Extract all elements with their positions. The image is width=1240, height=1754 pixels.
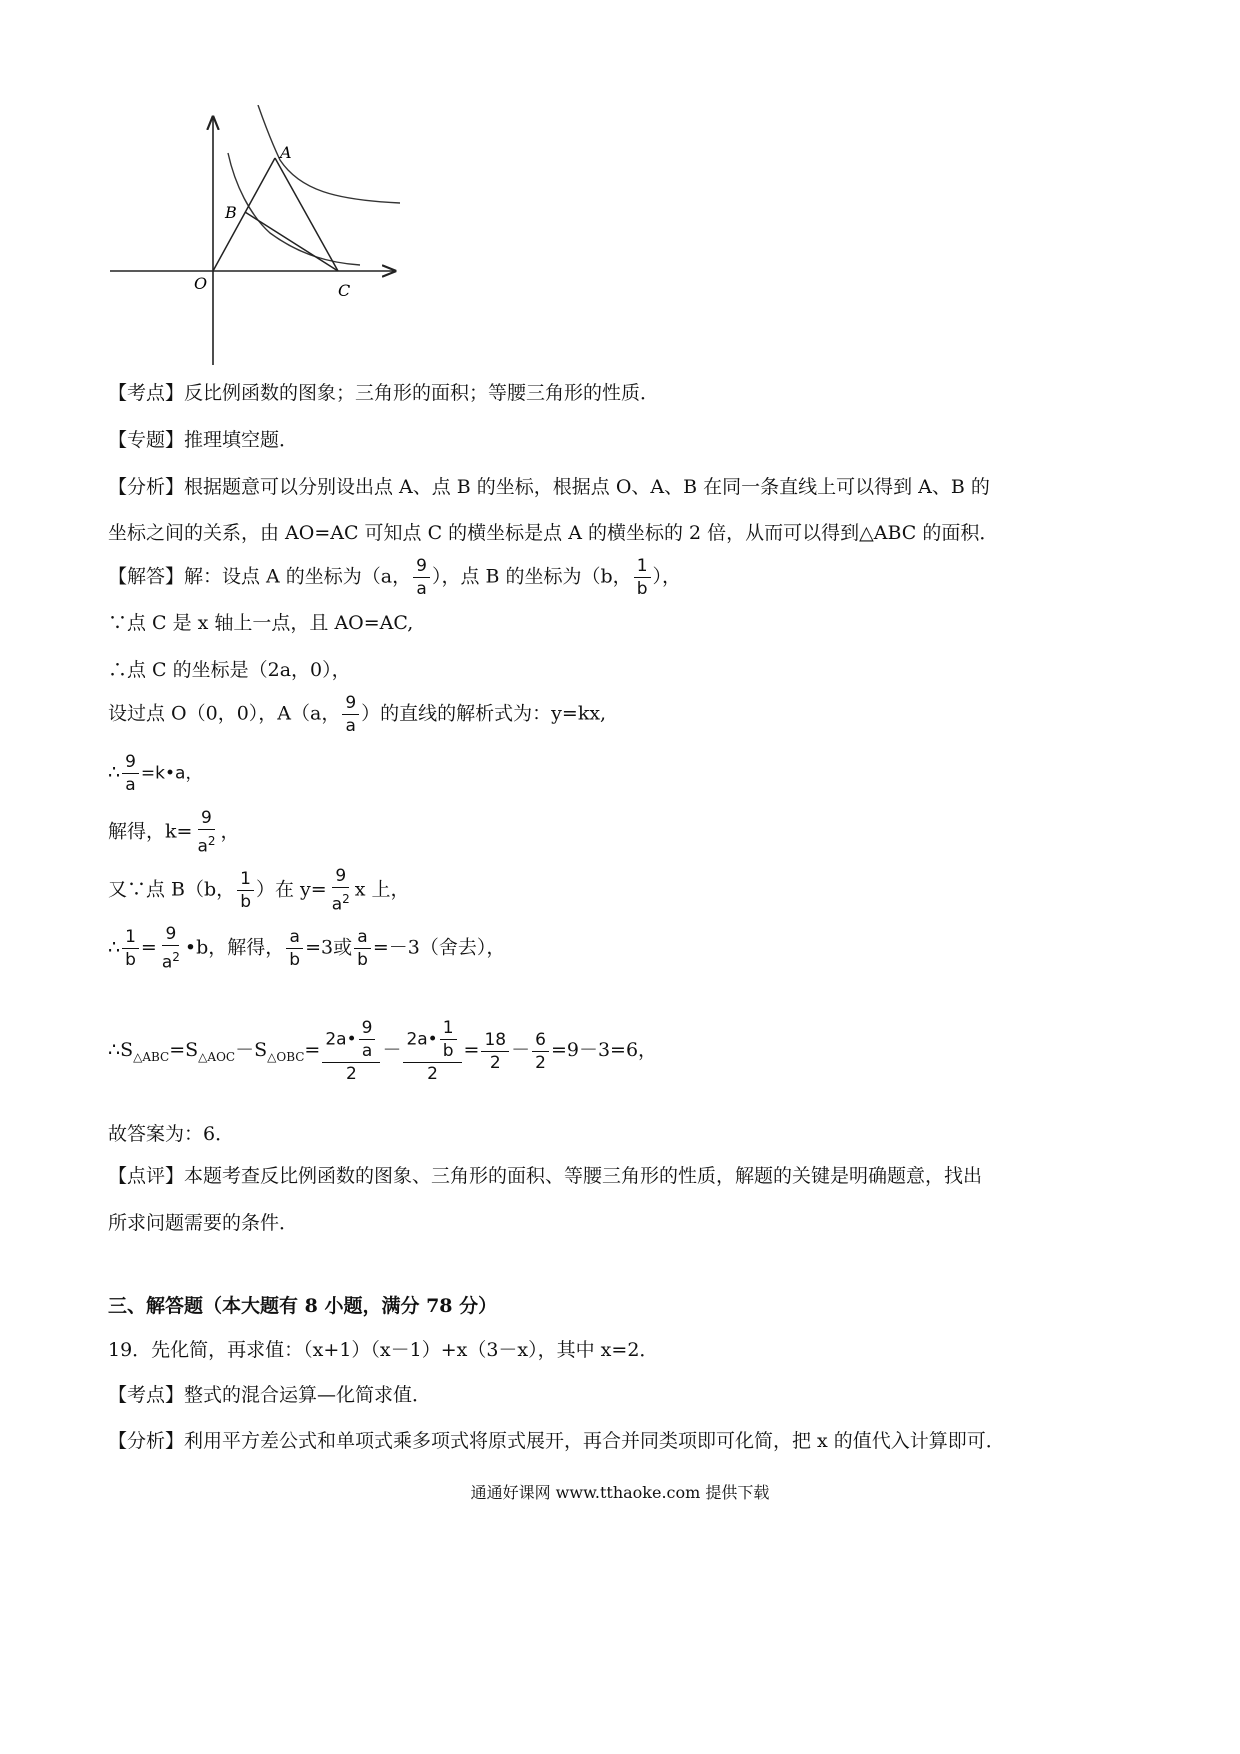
segment-BC	[245, 212, 338, 271]
label-O: O	[194, 274, 208, 293]
dianping-line-1: 【点评】本题考查反比例函数的图象、三角形的面积、等腰三角形的性质，解题的关键是明确题意，找出	[108, 1165, 983, 1187]
fenxi-line-2: 坐标之间的关系，由 AO=AC 可知点 C 的横坐标是点 A 的横坐标的 2 倍，从而可以得到△ABC 的面积．	[108, 522, 999, 544]
jieda-line-5: ∴ $\frac{9}{a}$ =k•a，	[108, 752, 203, 795]
q19-fenxi: 【分析】利用平方差公式和单项式乘多项式将原式展开，再合并同类项即可化简，把 x 的值代入计算即可．	[108, 1430, 1005, 1452]
jieda-line-9: $\therefore S_{\triangle ABC}=S_{\triangle AOC}-S_{\triangle OBC}=$ 2a• $\frac{9}{a}$ 2 － 2a• $\frac{1}{b}$ 2 = $\frac{18}{2}$ － $\frac{6}{2}$ =9－3=6，	[108, 1018, 658, 1084]
label-B: B	[225, 203, 237, 222]
jieda-line-4: 设过点 O（0，0），A（a， $\frac{9}{a}$ ）的直线的解析式为：y=kx,	[108, 693, 607, 736]
segment-AC	[275, 158, 338, 271]
question-19: 19．先化简，再求值：（x+1）（x－1）+x（3－x），其中 x=2．	[108, 1339, 659, 1361]
jieda-line-1: 【解答】解：设点 A 的坐标为（a， $\frac{9}{a}$ ），点 B 的坐标为（b， $\frac{1}{b}$ ），	[108, 556, 682, 599]
jieda-line-3: ∴点 C 的坐标是（2a，0），	[108, 659, 351, 681]
reciprocal-function-figure	[110, 105, 410, 370]
label-A: A	[280, 143, 292, 162]
jieda-line-6: 解得，k= $\frac{9}{a^2}$ ，	[108, 808, 240, 857]
page-footer: 通通好课网 www.tthaoke.com 提供下载	[470, 1483, 770, 1502]
jieda-line-7: 又∵点 B（b， $\frac{1}{b}$ ）在 y= $\frac{9}{a^2}$ x 上，	[108, 866, 410, 915]
segment-OA	[213, 158, 275, 271]
jieda-line-2: ∵点 C 是 x 轴上一点，且 AO=AC,	[108, 612, 414, 634]
answer-line: 故答案为：6．	[108, 1123, 235, 1145]
section-3-title: 三、解答题（本大题有 8 小题，满分 78 分）	[108, 1295, 498, 1317]
kaodian: 【考点】反比例函数的图象；三角形的面积；等腰三角形的性质．	[108, 382, 660, 404]
jieda-line-8: ∴ $\frac{1}{b}$ = $\frac{9}{a^2}$ •b，解得， $\frac{a}{b}$ =3或 $\frac{a}{b}$ =－3（舍去），	[108, 924, 506, 973]
zhuanti: 【专题】推理填空题．	[108, 429, 299, 451]
label-C: C	[338, 281, 351, 300]
q19-kaodian: 【考点】整式的混合运算—化简求值．	[108, 1384, 432, 1406]
dianping-line-2: 所求问题需要的条件．	[108, 1212, 299, 1234]
fenxi-line-1: 【分析】根据题意可以分别设出点 A、点 B 的坐标，根据点 O、A、B 在同一条直线上可以得到 A、B 的	[108, 476, 990, 498]
